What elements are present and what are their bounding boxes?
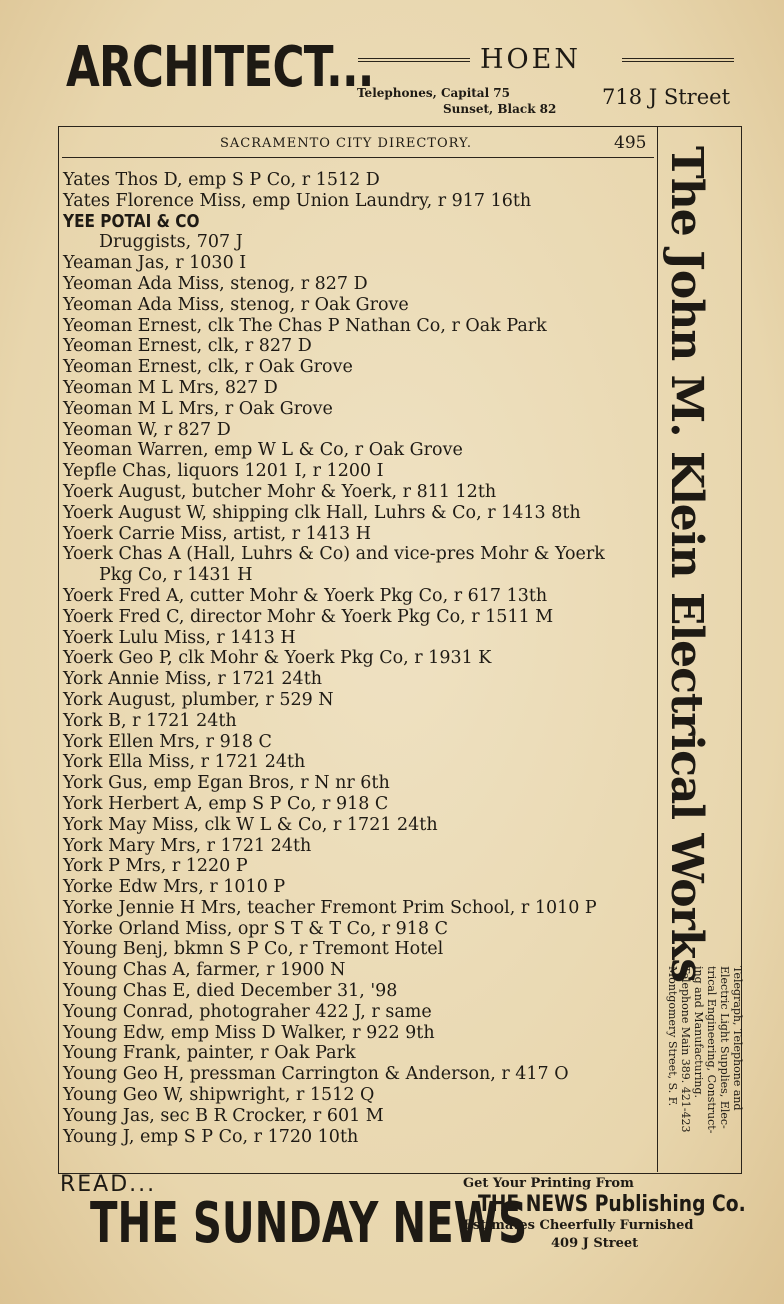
directory-entries: [63, 170, 659, 1147]
entry: Yoerk August W, shipping clk Hall, Luhrs & Co, r 1413 8th: [63, 502, 581, 523]
entry: Yeoman M L Mrs, r Oak Grove: [63, 398, 333, 419]
news-publishing-address: 409 J Street: [551, 1236, 639, 1251]
klein-desc-line: ing and Manufacturing.: [692, 966, 705, 1099]
entry: Yates Florence Miss, emp Union Laundry, r 917 16th: [63, 190, 532, 211]
entry: Yeoman M L Mrs, 827 D: [63, 377, 278, 398]
entry: York Ellen Mrs, r 918 C: [63, 731, 272, 752]
entry-continuation: Druggists, 707 J: [99, 232, 243, 253]
entry: Yoerk Geo P, clk Mohr & Yoerk Pkg Co, r 1931 K: [63, 648, 492, 669]
entry: York Ella Miss, r 1721 24th: [63, 752, 306, 773]
entry: Young Conrad, photograher 422 J, r same: [63, 1001, 432, 1022]
entry-continuation: Pkg Co, r 1431 H: [99, 565, 253, 586]
entry: Yorke Orland Miss, opr S T & T Co, r 918 C: [63, 918, 448, 939]
entry: Young Frank, painter, r Oak Park: [63, 1043, 356, 1064]
telephones: [357, 85, 556, 117]
entry: Yeoman Ernest, clk, r Oak Grove: [63, 357, 353, 378]
entry: York Herbert A, emp S P Co, r 918 C: [63, 793, 389, 814]
entry: Yorke Jennie H Mrs, teacher Fremont Prim School, r 1010 P: [63, 897, 597, 918]
klein-desc-line: Telegraph, Telephone and: [731, 966, 744, 1111]
entry: Yoerk Fred C, director Mohr & Yoerk Pkg Co, r 1511 M: [63, 606, 554, 627]
entry: York Gus, emp Egan Bros, r N nr 6th: [63, 773, 390, 794]
entry: Young Jas, sec B R Crocker, r 601 M: [63, 1105, 384, 1126]
entry: York August, plumber, r 529 N: [63, 689, 334, 710]
architect-heading: ARCHITECT...: [66, 35, 374, 100]
entry: Yepfle Chas, liquors 1201 I, r 1200 I: [63, 461, 384, 482]
news-publishing-name: THE NEWS Publishing Co.: [478, 1192, 746, 1217]
architect-address: 718 J Street: [602, 85, 731, 109]
klein-desc-line: Telephone Main 389. 421-423: [679, 966, 692, 1133]
klein-desc-line: Montgomery Street, S. F.: [666, 966, 679, 1107]
entry: Yeaman Jas, r 1030 I: [63, 253, 247, 274]
entry: Young Geo W, shipwright, r 1512 Q: [63, 1085, 375, 1106]
read-label: READ...: [60, 1172, 157, 1197]
hoen-rule-right: [622, 58, 734, 62]
page-number: 495: [614, 133, 647, 153]
entry-business-name: YEE POTAI & CO: [63, 210, 200, 232]
telephones-line-1: Telephones, Capital 75: [357, 86, 510, 100]
entry: Yates Thos D, emp S P Co, r 1512 D: [63, 170, 380, 190]
entry: Yoerk Lulu Miss, r 1413 H: [63, 627, 296, 648]
get-printing-text: Get Your Printing From: [463, 1176, 634, 1191]
entry: Yeoman Warren, emp W L & Co, r Oak Grove: [63, 440, 463, 461]
sunday-news-heading: THE SUNDAY NEWS: [90, 1191, 528, 1256]
klein-desc-line: trical Engineering, Construct-: [705, 966, 718, 1134]
entry: Young Benj, bkmn S P Co, r Tremont Hotel: [63, 939, 444, 960]
entry: York Mary Mrs, r 1721 24th: [63, 835, 312, 856]
entry: York May Miss, clk W L & Co, r 1721 24th: [63, 814, 438, 835]
entry: Yorke Edw Mrs, r 1010 P: [63, 877, 286, 898]
telephones-line-2: Sunset, Black 82: [443, 102, 557, 116]
hoen-name: HOEN: [480, 44, 582, 75]
klein-electrical-description: [666, 966, 744, 1166]
entry: Young Chas A, farmer, r 1900 N: [63, 960, 346, 981]
estimates-text: Estimates Cheerfully Furnished: [463, 1218, 694, 1233]
entry: Young Chas E, died December 31, '98: [63, 981, 398, 1002]
entry: Yoerk Fred A, cutter Mohr & Yoerk Pkg Co, r 617 13th: [63, 585, 548, 606]
entry: Young Geo H, pressman Carrington & Anderson, r 417 O: [63, 1064, 569, 1085]
entry: Yoerk Carrie Miss, artist, r 1413 H: [63, 523, 371, 544]
entry: Young Edw, emp Miss D Walker, r 922 9th: [63, 1022, 435, 1043]
running-head: SACRAMENTO CITY DIRECTORY.: [220, 136, 473, 151]
entry: York B, r 1721 24th: [63, 710, 237, 731]
entry: Yoerk Chas A (Hall, Luhrs & Co) and vice-pres Mohr & Yoerk: [63, 544, 605, 565]
klein-electrical-title: The John M. Klein Electrical Works: [661, 146, 712, 983]
entry: York Annie Miss, r 1721 24th: [63, 669, 322, 690]
entry: Yeoman Ernest, clk The Chas P Nathan Co, r Oak Park: [63, 315, 547, 336]
hoen-rule-left: [358, 58, 470, 62]
entry: Yoerk August, butcher Mohr & Yoerk, r 811 12th: [63, 481, 497, 502]
entry: York P Mrs, r 1220 P: [63, 856, 248, 877]
entry: Young J, emp S P Co, r 1720 10th: [63, 1126, 359, 1147]
header-rule: [62, 157, 654, 158]
entry: Yeoman Ada Miss, stenog, r 827 D: [63, 273, 368, 294]
entry: Yeoman W, r 827 D: [63, 419, 231, 440]
klein-desc-line: Electric Light Supplies, Elec-: [718, 966, 731, 1129]
entry: Yeoman Ada Miss, stenog, r Oak Grove: [63, 294, 409, 315]
entry: Yeoman Ernest, clk, r 827 D: [63, 336, 312, 357]
